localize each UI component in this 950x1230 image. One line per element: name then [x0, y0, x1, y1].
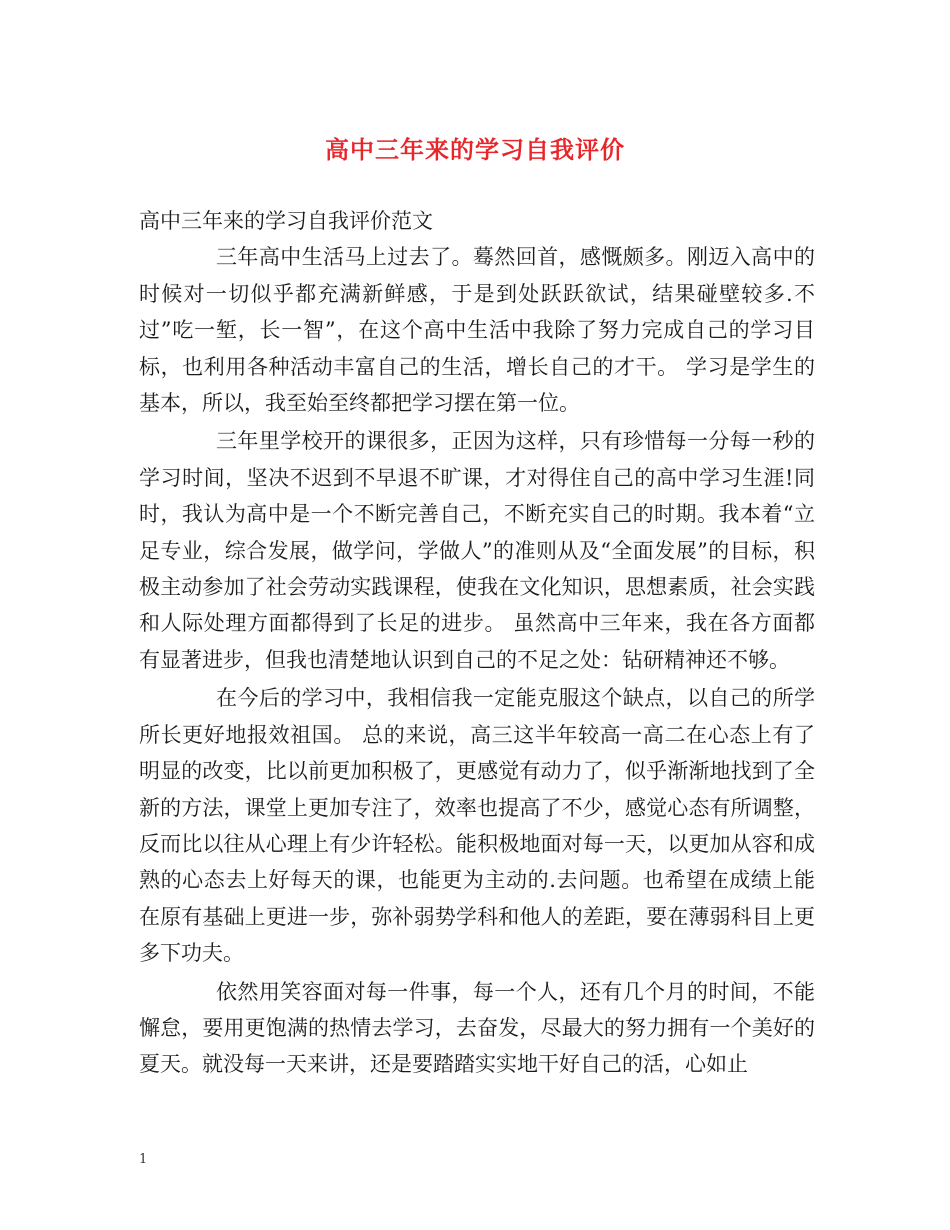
document-subtitle: 高中三年来的学习自我评价范文: [139, 209, 433, 233]
paragraph: 三年高中生活马上过去了。蓦然回首，感慨颇多。刚迈入高中的时候对一切似乎都充满新鲜感，于是到处跃跃欲试，结果碰壁较多.不过”吃一堑，长一智”，在这个高中生活中我除了努力完成自己的学习目标，也利用各种活动丰富自己的生活，增长自己的才干。 学习是学生的基本，所以，我至始至终都把学习摆在第一位。: [139, 245, 815, 416]
document-title: 高中三年来的学习自我评价: [325, 135, 625, 164]
paragraph: 三年里学校开的课很多，正因为这样，只有珍惜每一分每一秒的学习时间，坚决不迟到不早退不旷课，才对得住自己的高中学习生涯!同时，我认为高中是一个不断完善自己，不断充实自己的时期。我本着“立足专业，综合发展，做学问，学做人”的准则从及“全面发展”的目标，积极主动参加了社会劳动实践课程，使我在文化知识，思想素质，社会实践和人际处理方面都得到了长足的进步。 虽然高中三年来，我在各方面都有显著进步，但我也清楚地认识到自己的不足之处：钻研精神还不够。: [139, 429, 815, 672]
paragraph: 在今后的学习中，我相信我一定能克服这个缺点，以自己的所学所长更好地报效祖国。 总的来说，高三这半年较高一高二在心态上有了明显的改变，比以前更加积极了，更感觉有动力了，似乎渐渐地找到了全新的方法，课堂上更加专注了，效率也提高了不少，感觉心态有所调整，反而比以往从心理上有少许轻松。能积极地面对每一天，以更加从容和成熟的心态去上好每天的课，也能更为主动的.去问题。也希望在成绩上能在原有基础上更进一步，弥补弱势学科和他人的差距，要在薄弱科目上更多下功夫。: [139, 686, 815, 966]
document-body: [139, 203, 815, 1083]
page-number: 1: [139, 1152, 148, 1167]
paragraph: 依然用笑容面对每一件事，每一个人，还有几个月的时间，不能懈怠，要用更饱满的热情去学习，去奋发，尽最大的努力拥有一个美好的夏天。就没每一天来讲，还是要踏踏实实地干好自己的活，心如止: [139, 979, 815, 1077]
